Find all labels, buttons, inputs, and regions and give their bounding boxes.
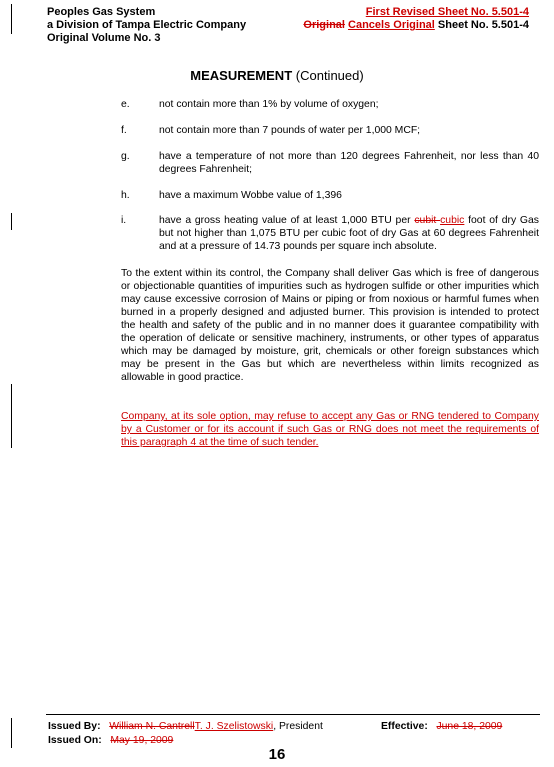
company-division: a Division of Tampa Electric Company — [47, 19, 247, 31]
item-text: have a temperature of not more than 120 degrees Fahrenheit, nor less than 40 degrees Fahrenheit; — [159, 151, 539, 175]
change-bar — [11, 718, 12, 748]
item-label: g. — [121, 151, 130, 162]
issued-on-label: Issued On: — [48, 735, 102, 746]
item-label: f. — [121, 125, 127, 136]
deleted-text: cubit — [414, 215, 441, 226]
issued-by-label: Issued By: — [48, 721, 101, 732]
sheet-number: Sheet No. 5.501-4 — [437, 19, 529, 31]
deleted-text: William N. Cantrell — [109, 721, 195, 732]
section-title — [0, 68, 554, 83]
item-text: have a maximum Wobbe value of 1,396 — [159, 190, 342, 201]
item-text — [159, 214, 539, 253]
body-paragraph: To the extent within its control, the Company shall deliver Gas which is free of dangerous or objectionable quantities of impurities such as hydrogen sulfide or other impurities which may cause excessive corrosion of Mains or piping or from noxious or harmful fumes when burned in a properly designed and adjusted burner. This provision is intended to protect the health and safety of the public and in no manner does it guarantee compatibility with the operation of delicate or sensitive machinery, instruments, or other types of apparatus which may be damaged by moisture, grit, chemicals or other foreign substances which may be present in the Gas but which are nevertheless within limits recognized as allowable in good practice. — [121, 268, 539, 383]
inserted-text: cubic — [440, 215, 465, 226]
item-text: not contain more than 7 pounds of water per 1,000 MCF; — [159, 125, 421, 136]
sheet-cancels — [303, 19, 529, 32]
item-text-before: have a gross heating value of at least 1,000 BTU per — [159, 215, 415, 226]
company-name: Peoples Gas System — [47, 6, 156, 18]
inserted-paragraph: Company, at its sole option, may refuse to accept any Gas or RNG tendered to Company by a Customer or for its account if such Gas or RNG does not meet the requirements of this paragraph 4 at the time of such tender. — [121, 411, 539, 448]
page-number: 16 — [268, 746, 286, 763]
item-text-after: foot of dry Gas but not higher than 1,075 BTU per cubic foot of dry Gas at 60 degrees Fahrenheit and at a pressure of 14.73 pounds per square inch absolute. — [159, 215, 539, 252]
tariff-volume: Original Volume No. 3 — [47, 32, 161, 44]
footer-rule — [46, 714, 540, 715]
change-bar — [11, 384, 12, 448]
header-right — [303, 6, 529, 32]
change-bar — [11, 4, 12, 34]
change-bar — [11, 213, 12, 230]
header-left — [47, 6, 246, 45]
title-suffix: (Continued) — [295, 68, 364, 83]
inserted-text: T. J. Szelistowski — [194, 721, 274, 732]
item-label: i. — [121, 215, 127, 226]
item-label: e. — [121, 99, 130, 110]
issued-by-title: , President — [273, 721, 323, 732]
deleted-text: May 19, 2009 — [110, 735, 174, 746]
deleted-text: Original — [303, 19, 345, 31]
inserted-text: Cancels Original — [348, 19, 435, 31]
title-main: MEASUREMENT — [190, 68, 293, 83]
item-label: h. — [121, 190, 130, 201]
sheet-revised: First Revised Sheet No. 5.501-4 — [365, 6, 529, 18]
effective-label: Effective: — [381, 721, 428, 732]
item-text: not contain more than 1% by volume of oxygen; — [159, 99, 379, 110]
footer-effective — [381, 720, 502, 733]
footer-issued-by — [48, 720, 323, 733]
deleted-text: June 18, 2009 — [436, 721, 503, 732]
